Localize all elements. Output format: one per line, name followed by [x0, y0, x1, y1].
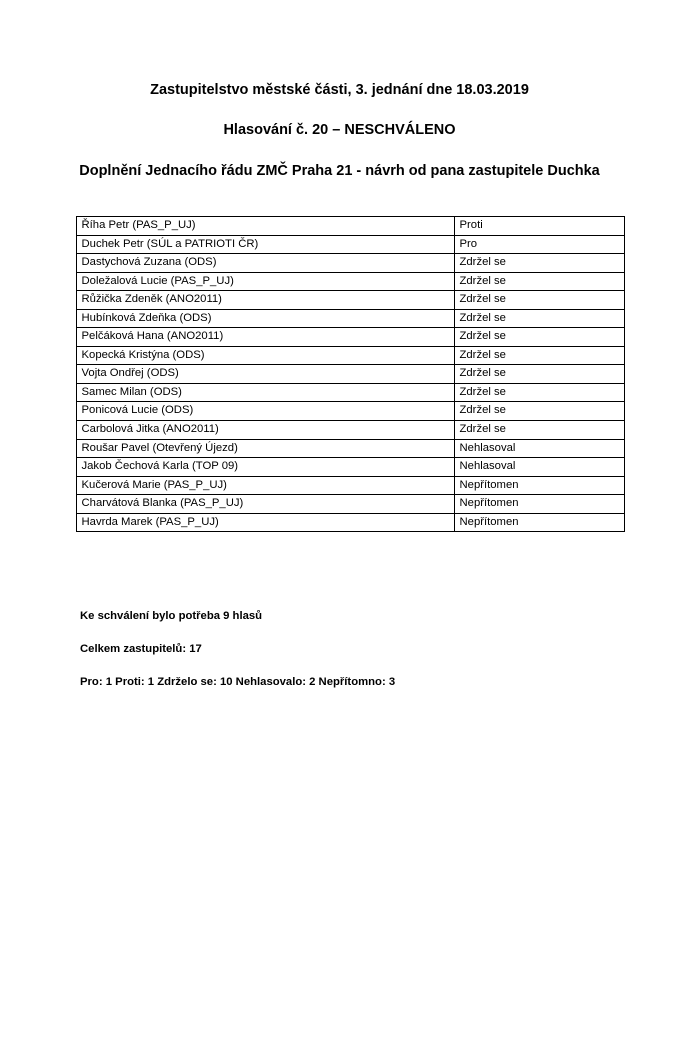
- table-row: [76, 254, 624, 273]
- table-row: [76, 216, 624, 235]
- voter-name: Havrda Marek (PAS_P_UJ): [76, 513, 454, 532]
- table-row: [76, 328, 624, 347]
- required-votes-text: Ke schválení bylo potřeba 9 hlasů: [80, 610, 263, 623]
- votes-table-container: [76, 216, 604, 532]
- table-row: [76, 439, 624, 458]
- table-row: [76, 476, 624, 495]
- voter-vote: Zdržel se: [454, 383, 624, 402]
- table-row: [76, 235, 624, 254]
- voter-name: Duchek Petr (SÚL a PATRIOTI ČR): [76, 235, 454, 254]
- voter-vote: Zdržel se: [454, 309, 624, 328]
- total-members-text: Celkem zastupitelů: 17: [80, 643, 202, 656]
- voter-vote: Zdržel se: [454, 328, 624, 347]
- table-row: [76, 365, 624, 384]
- votes-table-body: [76, 216, 624, 531]
- voter-vote: Zdržel se: [454, 402, 624, 421]
- vote-summary: [80, 610, 679, 688]
- voter-name: Doležalová Lucie (PAS_P_UJ): [76, 272, 454, 291]
- table-row: [76, 420, 624, 439]
- table-row: [76, 458, 624, 477]
- vote-subject: Doplnění Jednacího řádu ZMČ Praha 21 - návrh od pana zastupitele Duchka: [79, 162, 600, 179]
- voter-vote: Zdržel se: [454, 254, 624, 273]
- voter-vote: Nehlasoval: [454, 439, 624, 458]
- voter-vote: Nepřítomen: [454, 476, 624, 495]
- table-row: [76, 513, 624, 532]
- voter-name: Růžička Zdeněk (ANO2011): [76, 291, 454, 310]
- table-row: [76, 272, 624, 291]
- votes-table: [76, 216, 625, 532]
- table-row: [76, 402, 624, 421]
- document-headings: [0, 80, 679, 182]
- voter-name: Hubínková Zdeňka (ODS): [76, 309, 454, 328]
- voter-vote: Nehlasoval: [454, 458, 624, 477]
- voter-vote: Nepřítomen: [454, 513, 624, 532]
- table-row: [76, 383, 624, 402]
- meeting-title: Zastupitelstvo městské části, 3. jednání dne 18.03.2019: [150, 82, 529, 98]
- voter-name: Dastychová Zuzana (ODS): [76, 254, 454, 273]
- table-row: [76, 291, 624, 310]
- document-page: [0, 80, 679, 1040]
- voter-name: Roušar Pavel (Otevřený Újezd): [76, 439, 454, 458]
- voter-vote: Proti: [454, 216, 624, 235]
- vote-tally-text: Pro: 1 Proti: 1 Zdrželo se: 10 Nehlasovalo: 2 Nepřítomno: 3: [80, 676, 396, 689]
- voter-name: Charvátová Blanka (PAS_P_UJ): [76, 495, 454, 514]
- voter-vote: Zdržel se: [454, 420, 624, 439]
- voter-vote: Zdržel se: [454, 291, 624, 310]
- voter-vote: Nepřítomen: [454, 495, 624, 514]
- voter-name: Kučerová Marie (PAS_P_UJ): [76, 476, 454, 495]
- voter-name: Říha Petr (PAS_P_UJ): [76, 216, 454, 235]
- voter-name: Kopecká Kristýna (ODS): [76, 346, 454, 365]
- voter-vote: Zdržel se: [454, 346, 624, 365]
- voter-name: Carbolová Jitka (ANO2011): [76, 420, 454, 439]
- table-row: [76, 309, 624, 328]
- voter-name: Samec Milan (ODS): [76, 383, 454, 402]
- voter-name: Ponicová Lucie (ODS): [76, 402, 454, 421]
- voter-vote: Pro: [454, 235, 624, 254]
- voter-vote: Zdržel se: [454, 365, 624, 384]
- voter-name: Pelčáková Hana (ANO2011): [76, 328, 454, 347]
- table-row: [76, 346, 624, 365]
- voter-name: Jakob Čechová Karla (TOP 09): [76, 458, 454, 477]
- voter-name: Vojta Ondřej (ODS): [76, 365, 454, 384]
- vote-number-result: Hlasování č. 20 – NESCHVÁLENO: [223, 121, 456, 138]
- voter-vote: Zdržel se: [454, 272, 624, 291]
- table-row: [76, 495, 624, 514]
